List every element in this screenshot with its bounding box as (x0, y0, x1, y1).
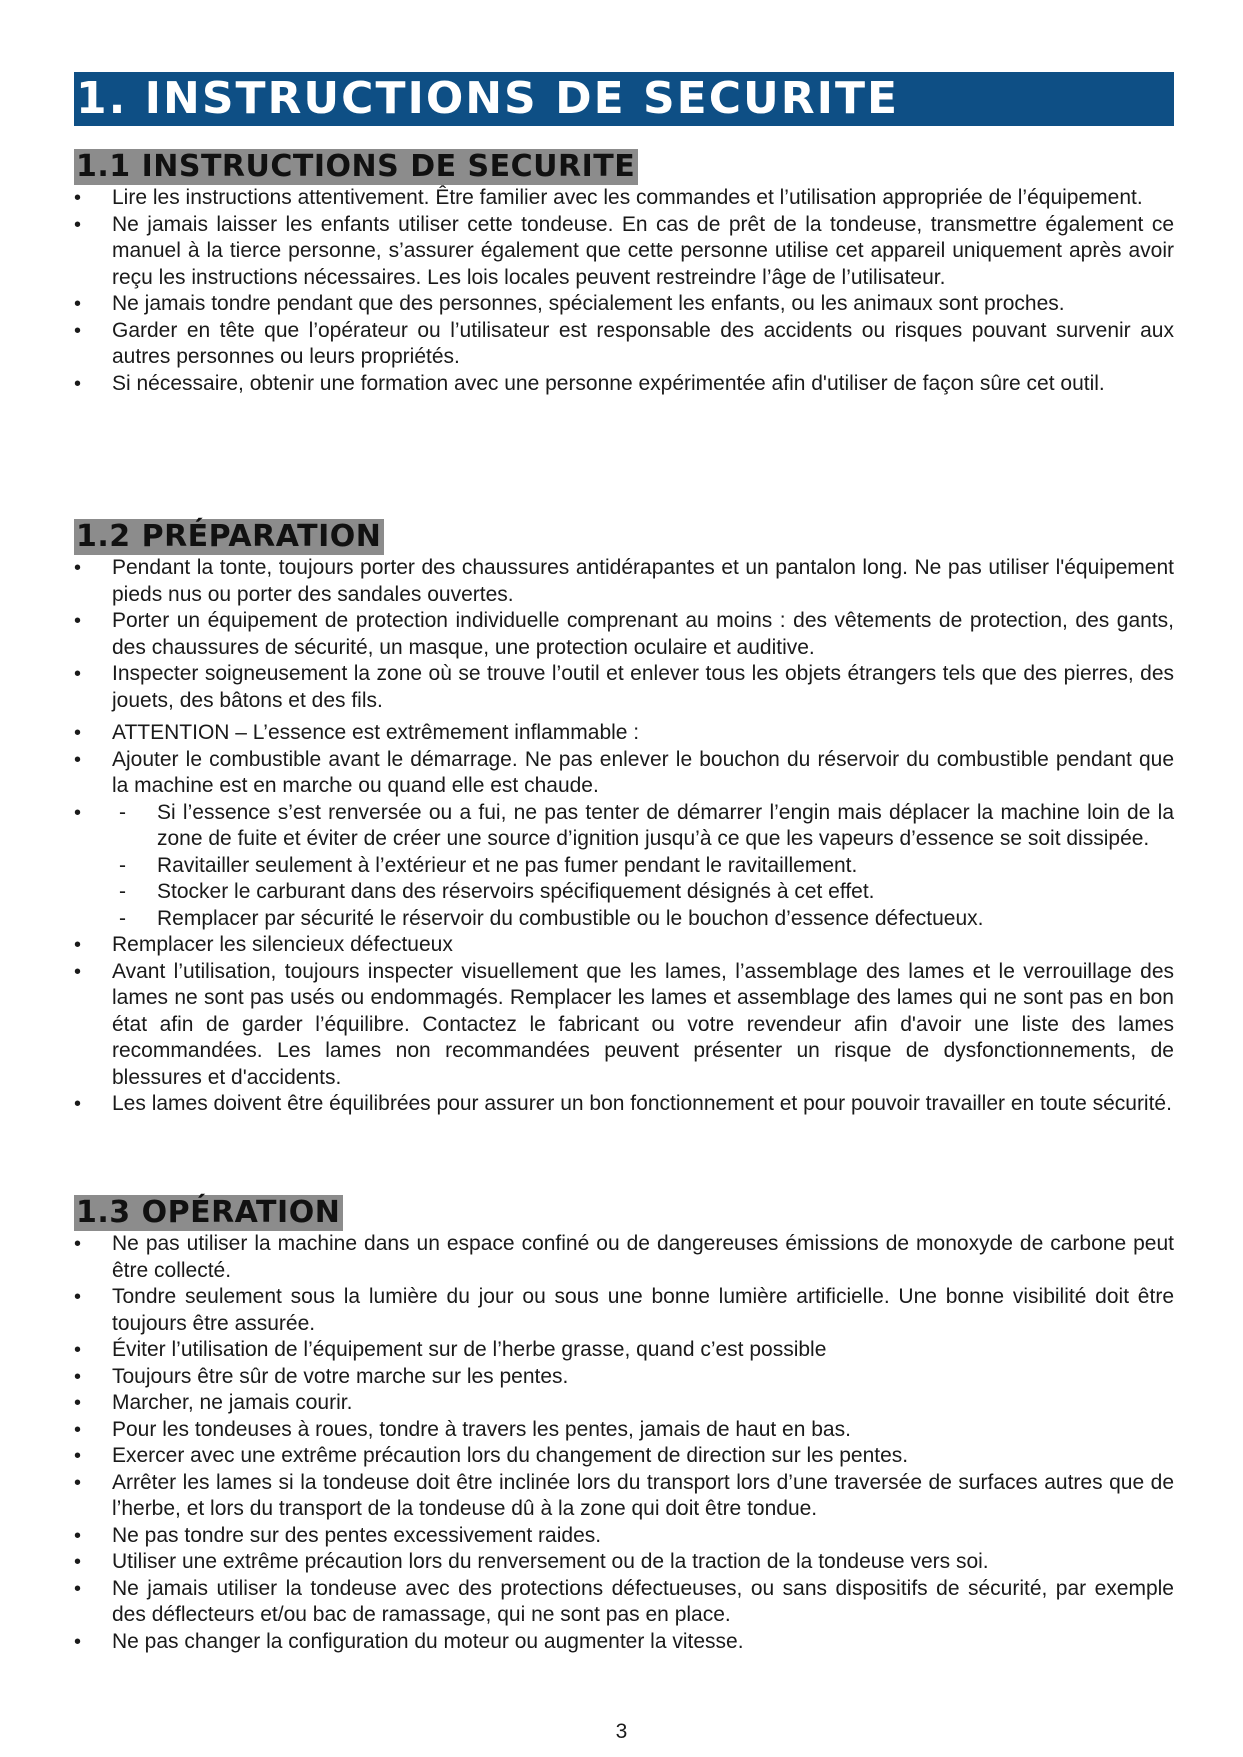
bullet-list (74, 1231, 1174, 1655)
list-item: • Pendant la tonte, toujours porter des chaussures antidérapantes et un pantalon long. Ne pas utiliser l'équipement pieds nus ou porter des sandales ouvertes. (74, 555, 1174, 608)
list-item: • Tondre seulement sous la lumière du jour ou sous une bonne lumière artificielle. Une bonne visibilité doit être toujours être assurée. (74, 1284, 1174, 1337)
list-item: • Porter un équipement de protection individuelle comprenant au moins : des vêtements de protection, des gants, des chaussures de sécurité, un masque, une protection oculaire et auditive. (74, 608, 1174, 661)
dash-list (112, 800, 1174, 933)
sub-list-container (74, 800, 1174, 933)
list-item: • Inspecter soigneusement la zone où se trouve l’outil et enlever tous les objets étrangers tels que des pierres, des jouets, des bâtons et des fils. (74, 661, 1174, 714)
list-item: • Ne pas changer la configuration du moteur ou augmenter la vitesse. (74, 1629, 1174, 1656)
list-item: • Exercer avec une extrême précaution lors du changement de direction sur les pentes. (74, 1443, 1174, 1470)
bullet-list (74, 555, 1174, 714)
section-preparation (74, 519, 1174, 1118)
bullet-list (74, 720, 1174, 1118)
section-safety-instructions (74, 149, 1174, 397)
list-item: • Si nécessaire, obtenir une formation avec une personne expérimentée afin d'utiliser de façon sûre cet outil. (74, 371, 1174, 398)
sub-list-item: - Stocker le carburant dans des réservoirs spécifiquement désignés à cet effet. (74, 879, 1174, 906)
list-item: • Arrêter les lames si la tondeuse doit être inclinée lors du transport lors d’une traversée de surfaces autres que de l’herbe, et lors du transport de la tondeuse dû à la zone qui doit être tondue. (74, 1470, 1174, 1523)
list-item: • Ne jamais laisser les enfants utiliser cette tondeuse. En cas de prêt de la tondeuse, transmettre également ce manuel à la tierce personne, s’assurer également que cette personne utilise cet appareil uniquement après avoir reçu les instructions nécessaires. Les lois locales peuvent restreindre l’âge de l’utilisateur. (74, 212, 1174, 292)
list-item: • Ne pas utiliser la machine dans un espace confiné ou de dangereuses émissions de monoxyde de carbone peut être collecté. (74, 1231, 1174, 1284)
list-item: • ATTENTION – L’essence est extrêmement inflammable : (74, 720, 1174, 747)
list-item: • Toujours être sûr de votre marche sur les pentes. (74, 1364, 1174, 1391)
bullet-list (74, 185, 1174, 397)
list-item: • Éviter l’utilisation de l’équipement sur de l’herbe grasse, quand c’est possible (74, 1337, 1174, 1364)
list-item: • Ajouter le combustible avant le démarrage. Ne pas enlever le bouchon du réservoir du combustible pendant que la machine est en marche ou quand elle est chaude. (74, 747, 1174, 800)
list-item: • Lire les instructions attentivement. Être familier avec les commandes et l’utilisation appropriée de l’équipement. (74, 185, 1174, 212)
list-item: • Pour les tondeuses à roues, tondre à travers les pentes, jamais de haut en bas. (74, 1417, 1174, 1444)
sub-list-item: - • Si l’essence s’est renversée ou a fui, ne pas tenter de démarrer l’engin mais déplacer la machine loin de la zone de fuite et éviter de créer une source d’ignition jusqu’à ce que les vapeurs d’essence se soit dissipée. (74, 800, 1174, 853)
list-item: • Remplacer les silencieux défectueux (74, 932, 1174, 959)
sub-list-item: - Remplacer par sécurité le réservoir du combustible ou le bouchon d’essence défectueux. (74, 906, 1174, 933)
list-item: • Utiliser une extrême précaution lors du renversement ou de la traction de la tondeuse vers soi. (74, 1549, 1174, 1576)
sub-list-item: - Ravitailler seulement à l’extérieur et ne pas fumer pendant le ravitaillement. (74, 853, 1174, 880)
page-title: 1. INSTRUCTIONS DE SECURITE (74, 72, 1174, 126)
section-heading: 1.2 PRÉPARATION (74, 519, 384, 555)
list-item: • Ne pas tondre sur des pentes excessivement raides. (74, 1523, 1174, 1550)
list-item: • Les lames doivent être équilibrées pour assurer un bon fonctionnement et pour pouvoir travailler en toute sécurité. (74, 1091, 1174, 1118)
section-operation (74, 1195, 1174, 1655)
list-item: • Ne jamais utiliser la tondeuse avec des protections défectueuses, ou sans dispositifs de sécurité, par exemple des déflecteurs et/ou bac de ramassage, qui ne sont pas en place. (74, 1576, 1174, 1629)
section-heading: 1.3 OPÉRATION (74, 1195, 343, 1231)
list-item: • Marcher, ne jamais courir. (74, 1390, 1174, 1417)
list-item: • Avant l’utilisation, toujours inspecter visuellement que les lames, l’assemblage des lames et le verrouillage des lames ne sont pas usés ou endommagés. Remplacer les lames et assemblage des lames qui ne sont pas en bon état afin de garder l’équilibre. Contactez le fabricant ou votre revendeur afin d'avoir une liste des lames recommandées. Les lames non recommandées peuvent présenter un risque de dysfonctionnements, de blessures et d'accidents. (74, 959, 1174, 1092)
list-item: • Garder en tête que l’opérateur ou l’utilisateur est responsable des accidents ou risques pouvant survenir aux autres personnes ou leurs propriétés. (74, 318, 1174, 371)
list-item: • Ne jamais tondre pendant que des personnes, spécialement les enfants, ou les animaux sont proches. (74, 291, 1174, 318)
section-heading: 1.1 INSTRUCTIONS DE SECURITE (74, 149, 638, 185)
page-number: 3 (615, 1720, 628, 1743)
